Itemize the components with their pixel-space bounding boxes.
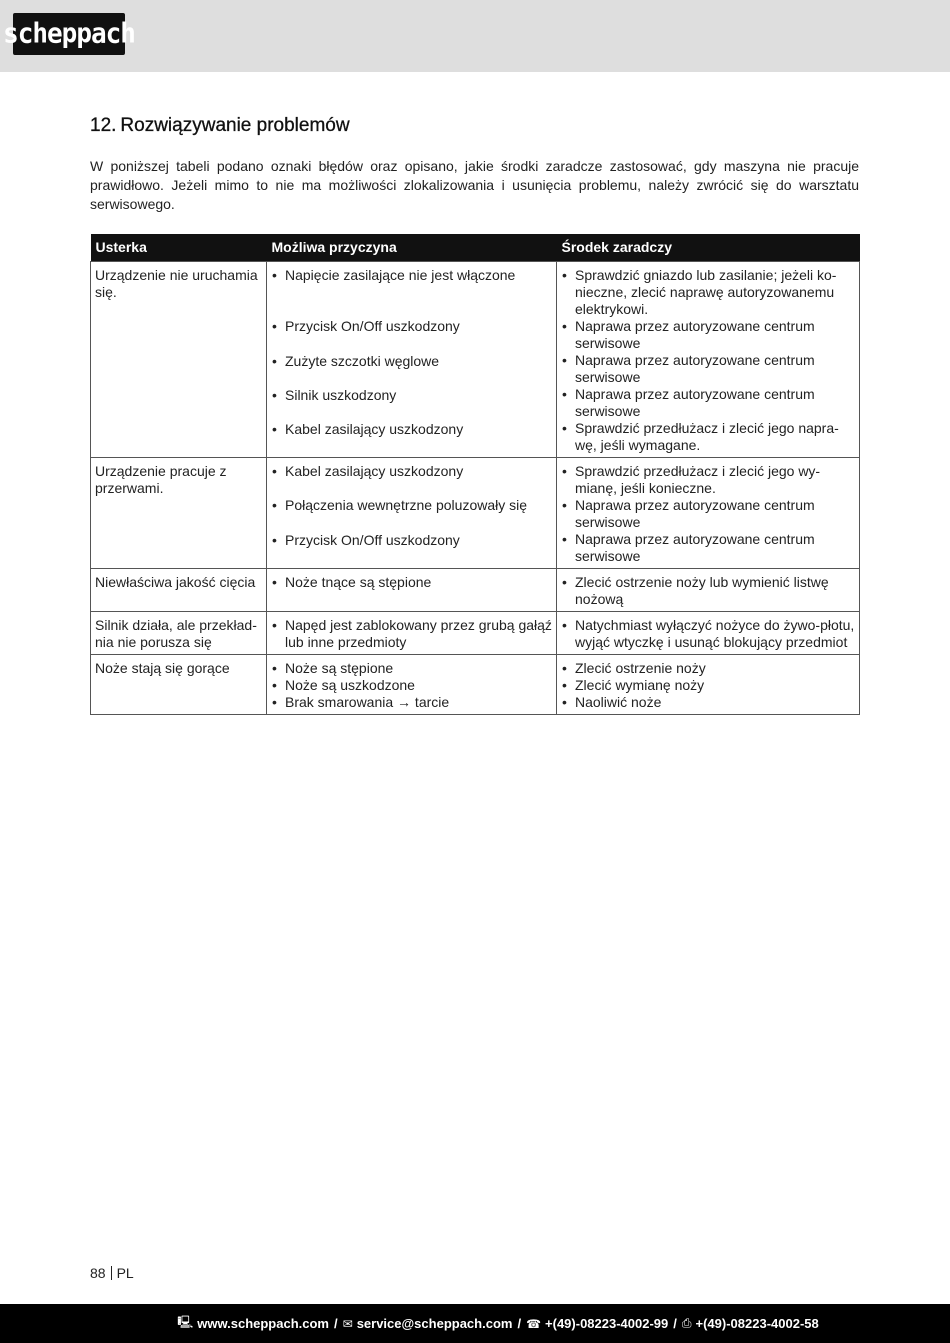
website-link[interactable]: www.scheppach.com [197, 1316, 329, 1331]
cause-item: • Kabel zasilający uszkodzony [271, 421, 552, 438]
section-number: 12. [90, 115, 117, 136]
remedy-item: • Zlecić ostrzenie noży lub wymienić listwę nożową [561, 574, 855, 608]
language-code: PL [116, 1265, 134, 1281]
cause-item: • Silnik uszkodzony [271, 387, 552, 421]
causes-cell [267, 458, 557, 569]
remedy-item: • Natychmiast wyłączyć nożyce do żywo-płotu, wyjąć wtyczkę i usunąć blokujący przedmiot [561, 617, 855, 651]
remedy-item: • Naprawa przez autoryzowane centrum serwisowe [561, 497, 855, 531]
cause-item: • Napęd jest zablokowany przez grubą gałąź lub inne przedmioty [271, 617, 552, 651]
remedy-item: • Zlecić ostrzenie noży [561, 660, 855, 677]
cause-item: • Kabel zasilający uszkodzony [271, 463, 552, 497]
remedies-cell [557, 655, 860, 715]
remedy-item: • Sprawdzić przedłużacz i zlecić jego wy-mianę, jeśli konieczne. [561, 463, 855, 497]
header-remedy: Środek zaradczy [557, 234, 860, 262]
troubleshooting-table [90, 234, 860, 715]
remedy-item: • Naprawa przez autoryzowane centrum serwisowe [561, 386, 855, 420]
fault-cell: Urządzenie nie uruchamia się. [91, 262, 267, 458]
footer-band [0, 1304, 950, 1343]
computer-icon: 🖳 [177, 1315, 194, 1329]
remedies-cell [557, 612, 860, 655]
table-row [91, 569, 860, 612]
footer-separator: / [334, 1316, 338, 1331]
intro-paragraph: W poniższej tabeli podano oznaki błędów oraz opisano, jakie środki zaradcze zastosować, gdy maszyna nie pracuje prawidłowo. Jeżeli mimo to nie ma możliwości zlokalizowania i usunięcia problemu, należy zwrócić się do warsztatu serwisowego. [90, 158, 859, 212]
cause-item: • Brak smarowania → tarcie [271, 694, 552, 711]
footer-separator: / [517, 1316, 522, 1331]
remedy-item: • Sprawdzić przedłużacz i zlecić jego napra-wę, jeśli wymagane. [561, 420, 855, 454]
remedies-cell [557, 262, 860, 458]
cause-item: • Noże tnące są stępione [271, 574, 552, 591]
header-fault: Usterka [91, 234, 267, 262]
cause-item: • Noże są uszkodzone [271, 677, 552, 694]
causes-cell [267, 655, 557, 715]
header-cause: Możliwa przyczyna [267, 234, 557, 262]
table-row [91, 655, 860, 715]
page-number [90, 1265, 134, 1281]
causes-cell [267, 569, 557, 612]
remedy-item: • Naprawa przez autoryzowane centrum serwisowe [561, 352, 855, 386]
cause-item: • Napięcie zasilające nie jest włączone [271, 267, 552, 318]
page-number-value: 88 [90, 1265, 106, 1281]
remedy-item: • Zlecić wymianę noży [561, 677, 855, 694]
fault-cell: Noże stają się gorące [91, 655, 267, 715]
footer-separator: / [673, 1316, 677, 1331]
remedies-cell [557, 458, 860, 569]
cause-item: • Zużyte szczotki węglowe [271, 353, 552, 387]
remedy-item: • Naprawa przez autoryzowane centrum serwisowe [561, 531, 855, 565]
table-row [91, 458, 860, 569]
table-row [91, 262, 860, 458]
causes-cell [267, 612, 557, 655]
section-heading [90, 115, 350, 137]
header-band [0, 0, 950, 72]
phone-icon: ☎ [526, 1316, 542, 1331]
page-number-divider [111, 1266, 112, 1280]
mail-icon: ✉ [342, 1316, 353, 1331]
remedy-item: • Sprawdzić gniazdo lub zasilanie; jeżeli ko-nieczne, zlecić naprawę autoryzowanemu elektrykowi. [561, 267, 855, 318]
cause-item: • Przycisk On/Off uszkodzony [271, 532, 552, 549]
table-header-row [91, 234, 860, 262]
cause-item: • Przycisk On/Off uszkodzony [271, 318, 552, 353]
section-title: Rozwiązywanie problemów [120, 115, 350, 136]
scheppach-logo: scheppach [13, 13, 125, 55]
remedies-cell [557, 569, 860, 612]
phone-number: +(49)-08223-4002-99 [545, 1316, 669, 1331]
fault-cell: Silnik działa, ale przekład-nia nie porusza się [91, 612, 267, 655]
remedy-item: • Naoliwić noże [561, 694, 855, 711]
remedy-item: • Naprawa przez autoryzowane centrum serwisowe [561, 318, 855, 352]
cause-item: • Połączenia wewnętrzne poluzowały się [271, 497, 552, 532]
fax-number: +(49)-08223-4002-58 [695, 1316, 819, 1331]
fax-icon: ⎙ [681, 1316, 692, 1330]
causes-cell [267, 262, 557, 458]
email-link[interactable]: service@scheppach.com [356, 1316, 513, 1331]
cause-item: • Noże są stępione [271, 660, 552, 677]
fault-cell: Niewłaściwa jakość cięcia [91, 569, 267, 612]
table-row [91, 612, 860, 655]
fault-cell: Urządzenie pracuje z przerwami. [91, 458, 267, 569]
